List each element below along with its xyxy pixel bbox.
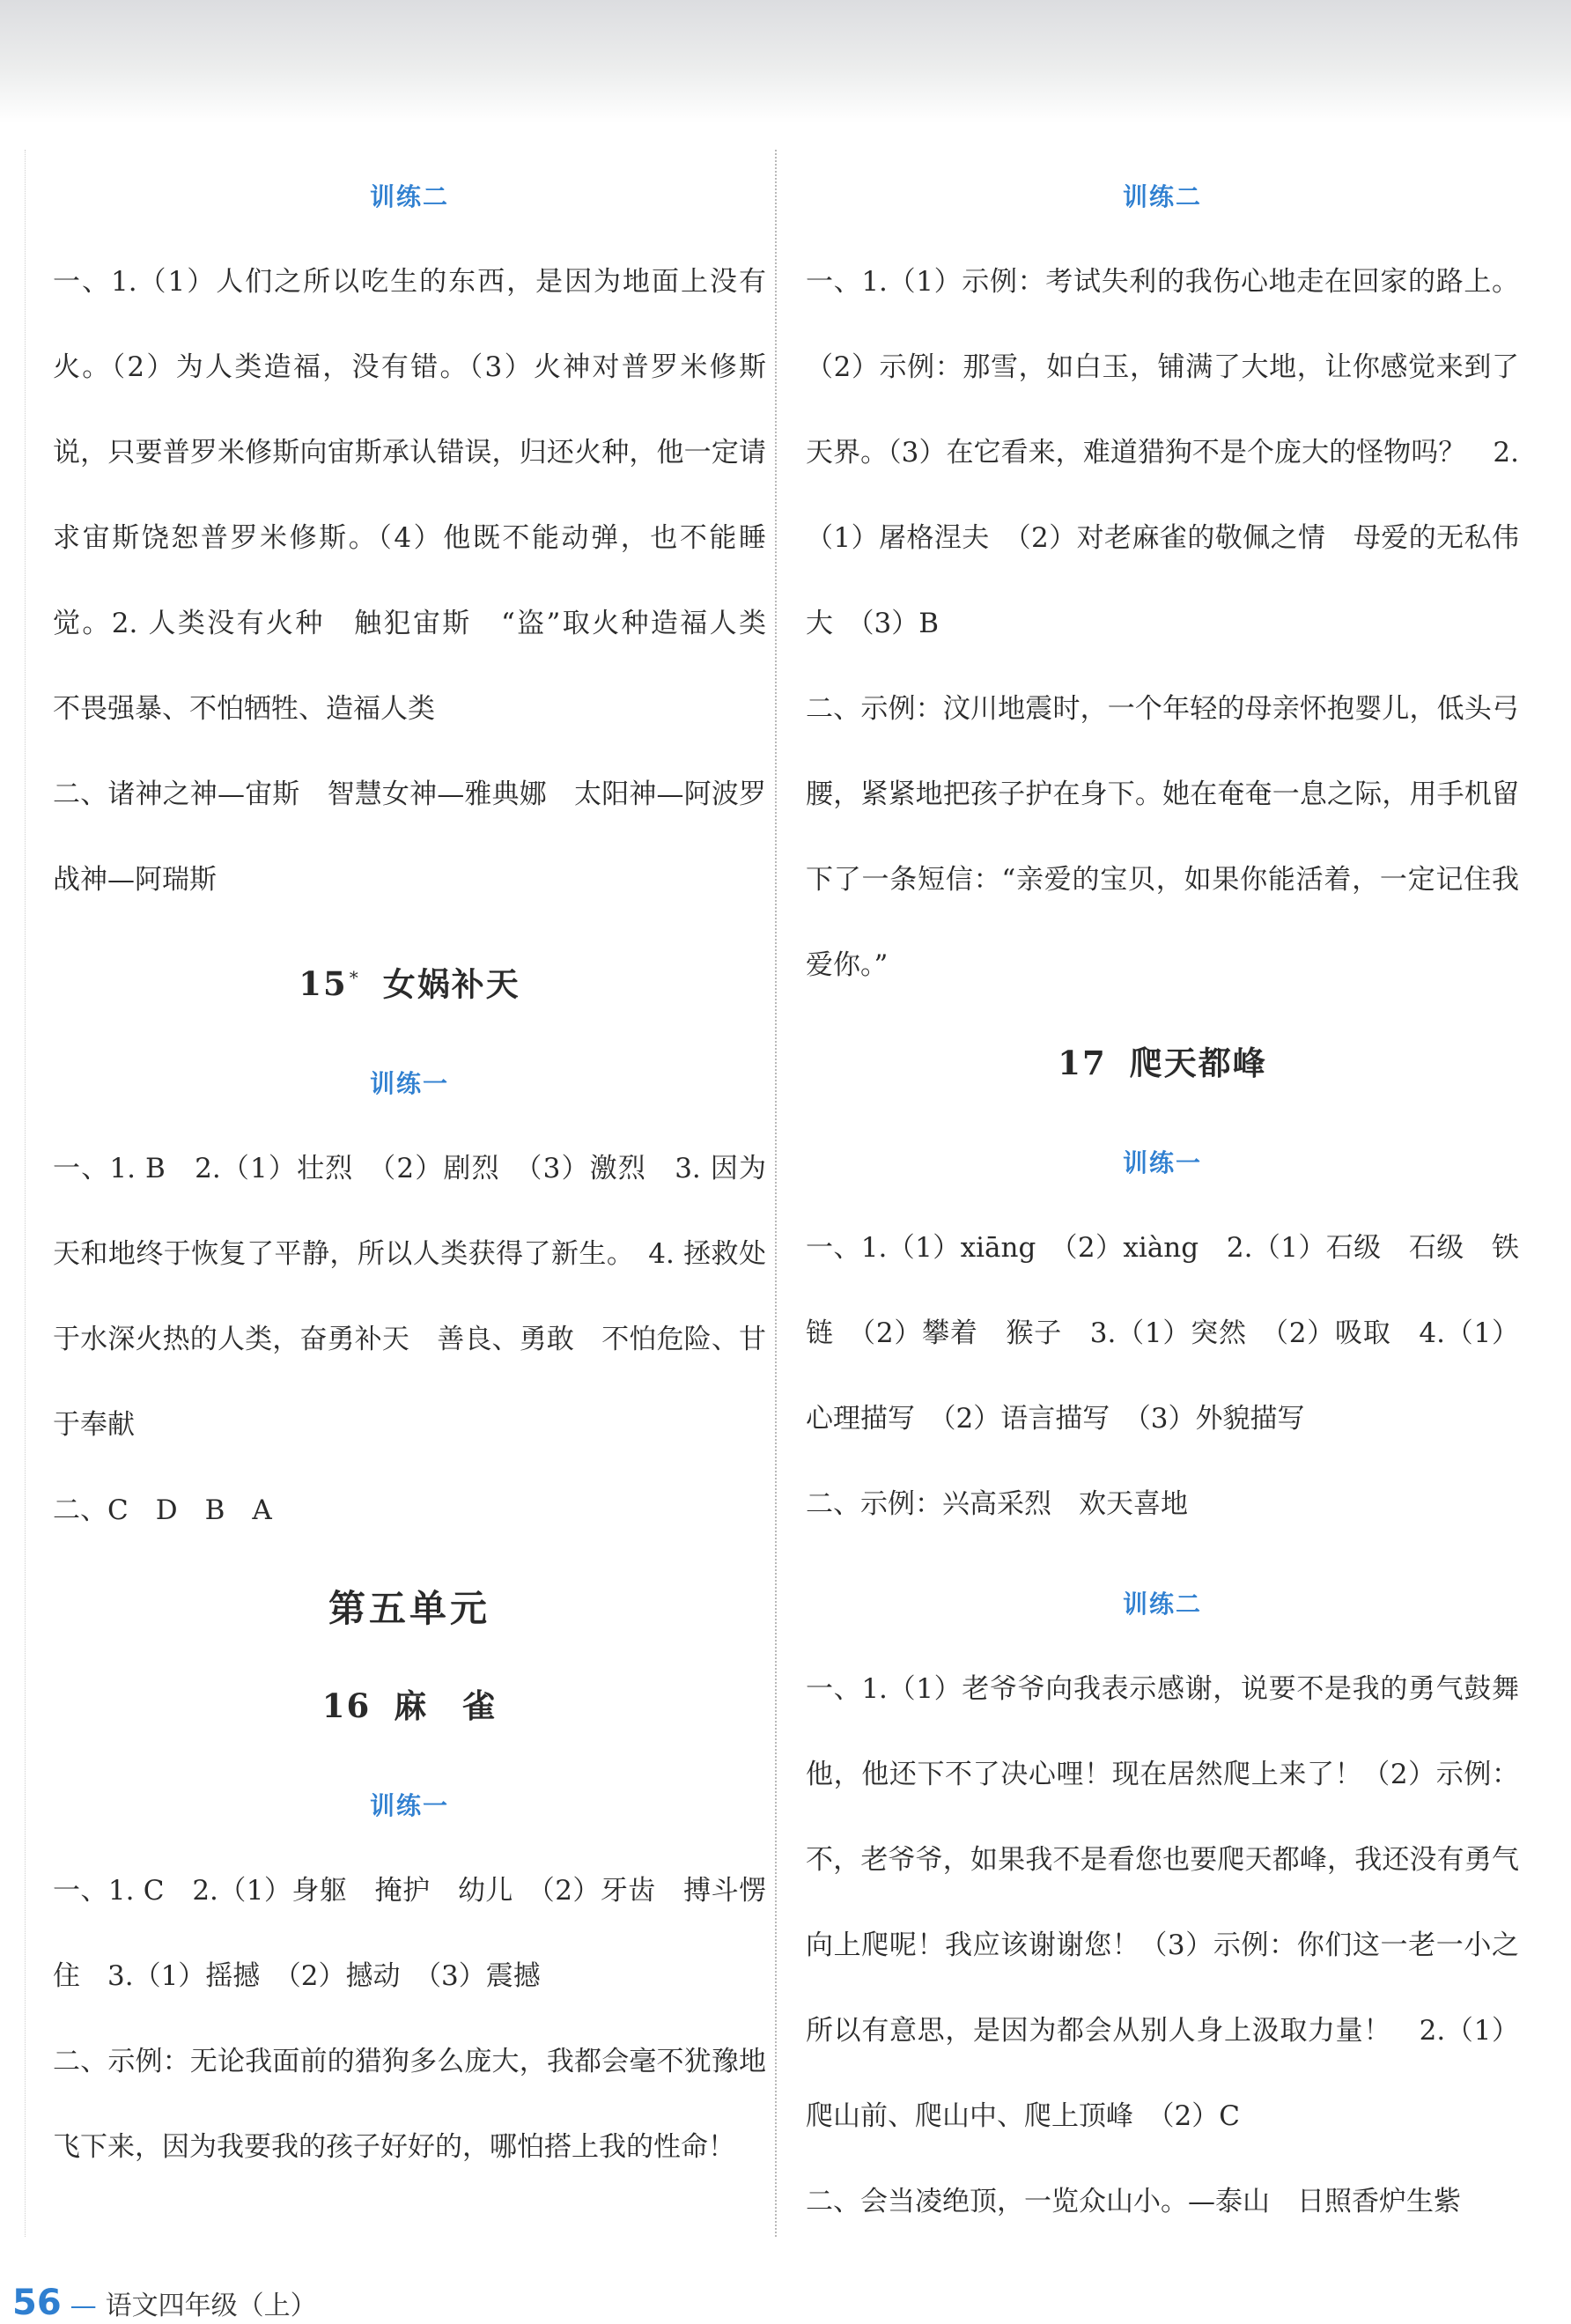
lesson-name: 女娲补天	[382, 964, 520, 1004]
answer-paragraph: 二、示例：无论我面前的猎狗多么庞大，我都会毫不犹豫地飞下来，因为我要我的孩子好好的，哪怕搭上我的性命！	[53, 2046, 766, 2164]
lesson-title	[53, 935, 766, 1027]
footer-dash: —	[70, 2291, 97, 2321]
answer-paragraph: 一、1.（1）老爷爷向我表示感谢，说要不是我的勇气鼓舞他，他还下不了决心哩！现在居然爬上来了！（2）示例：不，老爷爷，如果我不是看您也要爬天都峰，我还没有勇气向上爬呢！我应该谢谢您！（3）示例：你们这一老一小之所以有意思，是因为都会从别人身上汲取力量！ 2.（1）爬山前、爬山中、爬上顶峰 （2）C	[806, 1673, 1519, 2132]
lesson-name: 爬天都峰	[1129, 1044, 1267, 1082]
column-divider	[775, 150, 777, 2237]
section-heading: 训练二	[1122, 1590, 1202, 1619]
answer-paragraph: 一、1.（1）xiāng （2）xiàng 2.（1）石级 石级 铁链 （2）攀着 猴子 3.（1）突然 （2）吸取 4.（1）心理描写 （2）语言描写 （3）外貌描写	[806, 1232, 1519, 1435]
right-column	[806, 154, 1519, 2245]
lesson-title	[53, 1664, 766, 1749]
answer-paragraph: 一、1.（1）示例：考试失利的我伤心地走在回家的路上。（2）示例：那雪，如白玉，铺满了大地，让你感觉来到了天界。（3）在它看来，难道猎狗不是个庞大的怪物吗？ 2.（1）屠格涅夫 （2）对老麻雀的敬佩之情 母爱的无私伟大 （3）B	[806, 266, 1519, 639]
answer-paragraph: 二、诸神之神—宙斯 智慧女神—雅典娜 太阳神—阿波罗 战神—阿瑞斯	[53, 778, 793, 896]
book-name: 语文四年级（上）	[105, 2291, 317, 2321]
answer-paragraph: 二、会当凌绝顶，一览众山小。—泰山 日照香炉生紫	[806, 2186, 1461, 2217]
top-scan-band	[0, 0, 1571, 123]
lesson-name: 麻 雀	[394, 1686, 498, 1726]
section-heading: 训练二	[369, 182, 449, 211]
answer-paragraph: 二、示例：汶川地震时，一个年轻的母亲怀抱婴儿，低头弓腰，紧紧地把孩子护在身下。她在奄奄一息之际，用手机留下了一条短信：“亲爱的宝贝，如果你能活着，一定记住我爱你。”	[806, 693, 1519, 981]
answer-paragraph: 一、1. B 2.（1）壮烈 （2）剧烈 （3）激烈 3. 因为天和地终于恢复了平静，所以人类获得了新生。 4. 拯救处于水深火热的人类，奋勇补天 善良、勇敢 不怕危险、甘于奉献	[53, 1153, 766, 1442]
unit-title: 第五单元	[328, 1587, 490, 1631]
section-heading: 训练一	[1122, 1148, 1202, 1177]
lesson-title	[806, 1021, 1519, 1106]
answer-paragraph: 二、C D B A	[53, 1494, 272, 1527]
lesson-number: 15 *	[299, 964, 360, 1004]
answer-paragraph: 二、示例：兴高采烈 欢天喜地	[806, 1488, 1188, 1520]
lesson-number: 16	[321, 1686, 372, 1726]
section-heading: 训练二	[1122, 182, 1202, 211]
section-heading: 训练一	[369, 1791, 449, 1821]
answer-paragraph: 一、1. C 2.（1）身躯 掩护 幼儿 （2）牙齿 搏斗愣住 3.（1）摇撼 （2）撼动 （3）震撼	[53, 1875, 766, 1993]
lesson-number: 17	[1058, 1044, 1107, 1082]
left-edge-rule	[25, 150, 26, 2237]
section-heading: 训练一	[369, 1069, 449, 1099]
page-number: 56	[12, 2283, 62, 2323]
left-column	[53, 154, 793, 2190]
answer-paragraph: 一、1.（1）人们之所以吃生的东西，是因为地面上没有火。（2）为人类造福，没有错。（3）火神对普罗米修斯说，只要普罗米修斯向宙斯承认错误，归还火种，他一定请求宙斯饶恕普罗米修斯。（4）他既不能动弹，也不能睡觉。2. 人类没有火种 触犯宙斯 “盗”取火种造福人类 不畏强暴、不怕牺牲、造福人类	[53, 266, 793, 725]
page-footer	[12, 2283, 317, 2323]
optional-lesson-mark: *	[349, 967, 360, 988]
